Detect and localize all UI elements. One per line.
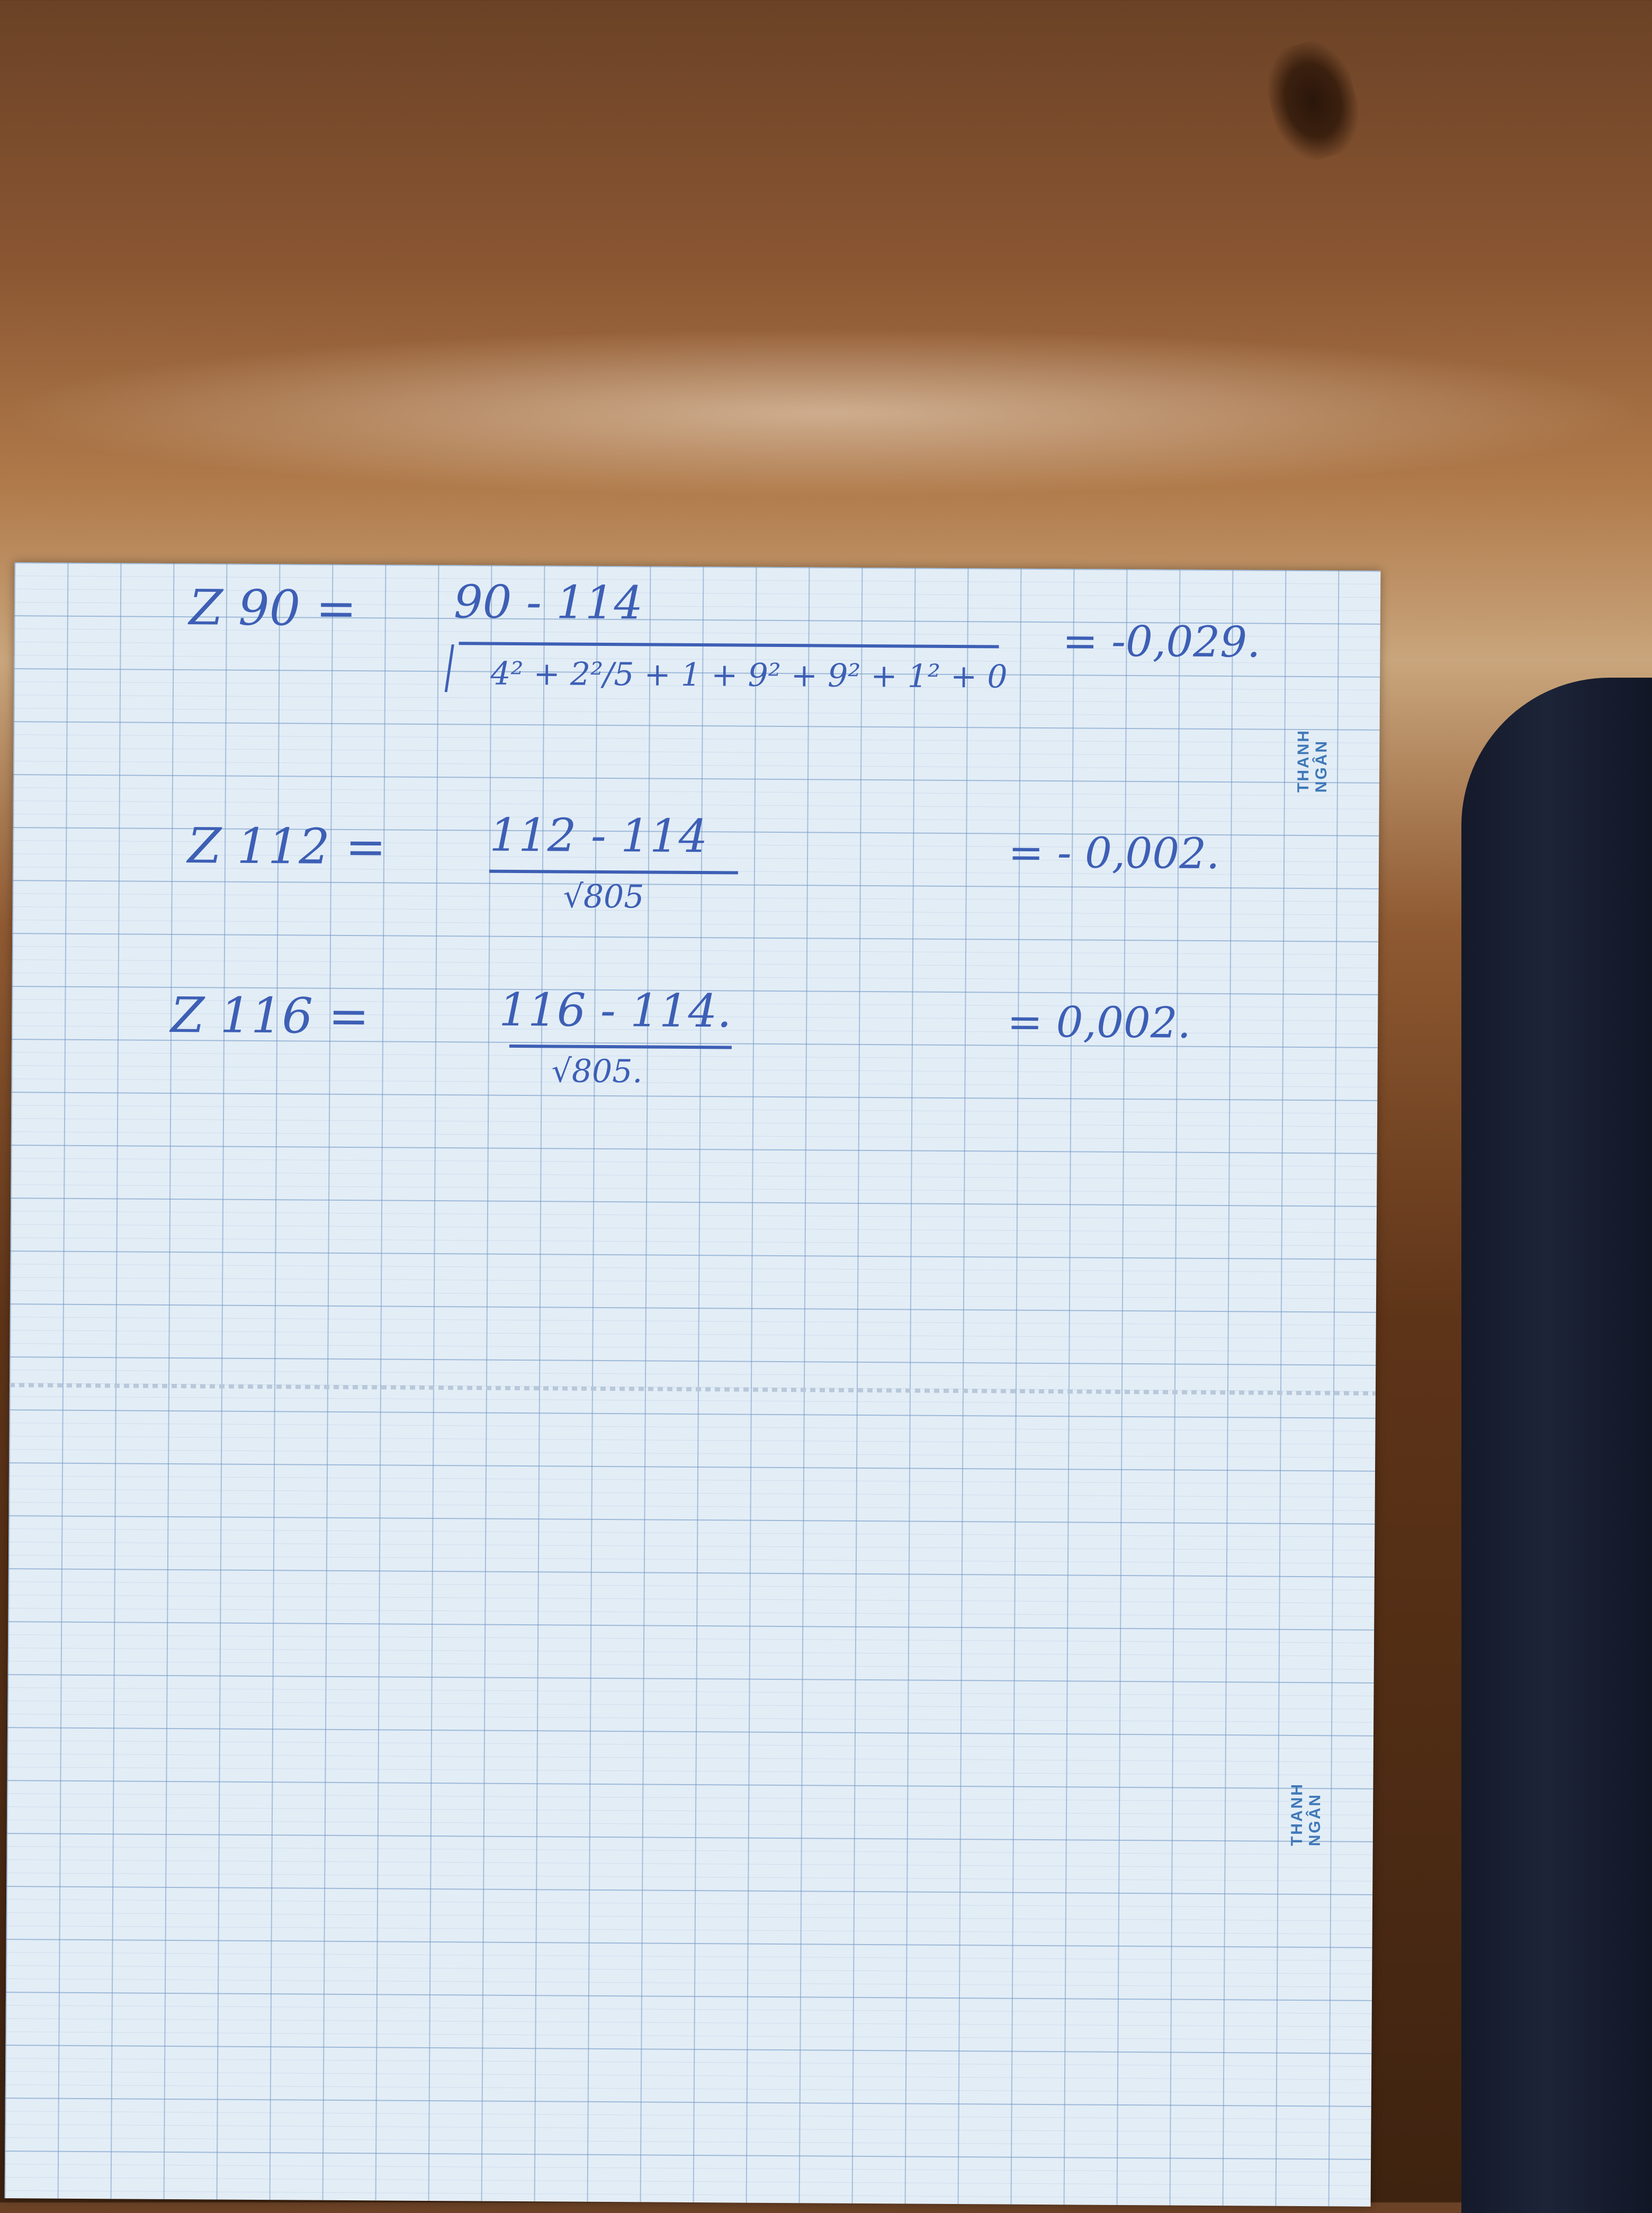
perforation-line: [10, 1383, 1376, 1396]
eq2-numerator: 112 - 114: [489, 808, 708, 863]
dark-fabric: [1461, 678, 1652, 2213]
eq1-denominator: 4² + 2²/5 + 1 + 9² + 9² + 1² + 0: [490, 655, 1008, 696]
eq1-radical: [445, 644, 454, 692]
brand-label-bottom: THANH NGÂN: [1288, 1782, 1324, 1847]
eq3-fraction-bar: [509, 1045, 732, 1049]
eq1-label: Z 90 =: [188, 579, 357, 637]
eq3-numerator: 116 - 114.: [499, 983, 732, 1038]
wood-knot: [1257, 33, 1369, 168]
brand-label-top: THANH NGÂN: [1294, 728, 1331, 793]
eq2-fraction-bar: [489, 870, 738, 875]
eq1-numerator: 90 - 114: [453, 575, 643, 630]
eq2-result: = - 0,002.: [1008, 827, 1220, 879]
eq3-result: = 0,002.: [1007, 997, 1191, 1048]
light-glare: [0, 328, 1652, 498]
graph-paper-sheet: [5, 562, 1381, 2207]
eq1-fraction-bar: [459, 642, 999, 648]
eq2-denominator: √805: [563, 878, 644, 916]
eq2-label: Z 112 =: [187, 817, 387, 876]
eq3-label: Z 116 =: [170, 986, 370, 1045]
eq1-result: = -0,029.: [1062, 616, 1261, 667]
eq3-denominator: √805.: [551, 1052, 643, 1091]
